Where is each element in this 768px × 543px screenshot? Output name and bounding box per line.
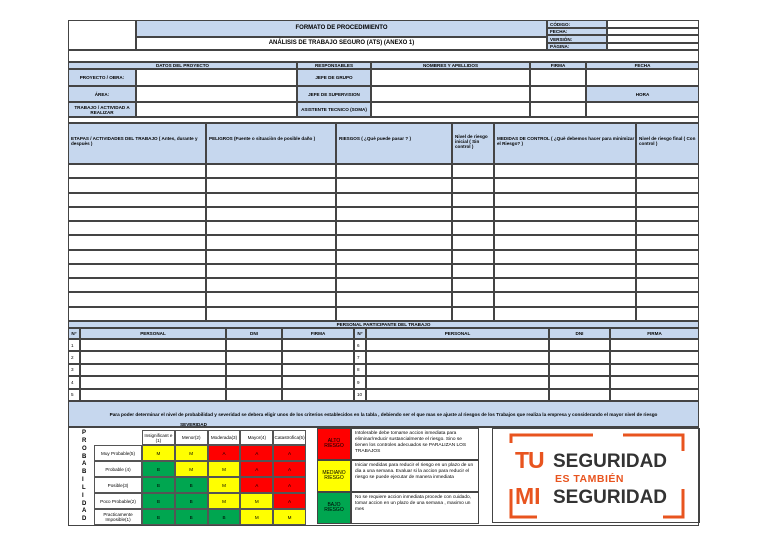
prob-letter: O (82, 445, 87, 452)
jefe-supervision-label: JEFE DE SUPERVISION (297, 86, 371, 102)
probability-label: Practicamente Imposible(1) (94, 509, 142, 525)
analysis-cell[interactable] (636, 264, 699, 278)
peligros-header: PELIGROS (Fuente o situaciòn de posible daño ) (206, 123, 336, 164)
row-number: 7 (354, 351, 366, 363)
proyecto-label: PROYECTO / OBRA: (68, 69, 136, 86)
analysis-cell[interactable] (452, 221, 494, 235)
row-number: 1 (68, 339, 80, 351)
analysis-cell[interactable] (336, 193, 452, 207)
area-input[interactable] (136, 86, 297, 102)
personal-cell[interactable] (366, 364, 549, 376)
codigo-value[interactable] (607, 20, 699, 28)
analysis-cell[interactable] (206, 207, 336, 221)
personal-cell[interactable] (282, 339, 354, 351)
logo-mi: MI (515, 483, 541, 509)
prob-letter: D (82, 516, 87, 523)
risk-matrix (80, 420, 310, 526)
risk-cell: B (142, 477, 175, 493)
analysis-cell[interactable] (336, 292, 452, 306)
analysis-cell[interactable] (68, 221, 206, 235)
analysis-cell[interactable] (452, 307, 494, 321)
fecha-input[interactable] (586, 69, 699, 86)
analysis-cell[interactable] (636, 278, 699, 292)
analysis-cell[interactable] (68, 278, 206, 292)
codigo-label: CÓDIGO: (547, 20, 607, 28)
prob-letter: I (82, 477, 84, 483)
analysis-cell[interactable] (494, 207, 636, 221)
personal-cell[interactable] (366, 376, 549, 388)
medidas-header: MEDIDAS DE CONTROL ( ¿Què debemos hacer para minimizar el Riesgo? ) (494, 123, 636, 164)
personal-cell[interactable] (80, 389, 226, 401)
asistente-firma[interactable] (530, 102, 586, 117)
analysis-cell[interactable] (336, 221, 452, 235)
analysis-cell[interactable] (68, 178, 206, 192)
analysis-cell[interactable] (452, 250, 494, 264)
analysis-cell[interactable] (206, 235, 336, 249)
personal-cell[interactable] (610, 389, 699, 401)
personal-title: PERSONAL PARTICIPANTE DEL TRABAJO (68, 321, 699, 328)
risk-cell: B (175, 509, 208, 525)
firma-header-left: FIRMA (282, 328, 354, 339)
risk-cell: B (142, 493, 175, 509)
analysis-cell[interactable] (206, 250, 336, 264)
version-label: VERSIÓN: (547, 35, 607, 43)
proyecto-input[interactable] (136, 69, 297, 86)
analysis-cell[interactable] (494, 250, 636, 264)
legend-level: ALTO RIESGO (317, 428, 351, 460)
matrix-corner (94, 430, 142, 445)
risk-legend (317, 428, 479, 524)
form-subtitle: ANÁLISIS DE TRABAJO SEGURO (ATS) (ANEXO 1) (136, 37, 547, 50)
form-title: FORMATO DE PROCEDIMIENTO (136, 20, 547, 37)
risk-cell: B (208, 509, 241, 525)
analysis-cell[interactable] (452, 207, 494, 221)
row-number: 3 (68, 364, 80, 376)
jefe-grupo-label: JEFE DE GRUPO (297, 69, 371, 86)
severity-header: Insignificant e (1) (142, 430, 175, 445)
n-header-left: N° (68, 328, 80, 339)
analysis-cell[interactable] (452, 164, 494, 178)
analysis-cell[interactable] (206, 278, 336, 292)
personal-header-right: PERSONAL (366, 328, 549, 339)
dni-header-right: DNI (549, 328, 610, 339)
risk-cell: A (208, 445, 241, 461)
analysis-cell[interactable] (636, 193, 699, 207)
analysis-cell[interactable] (336, 235, 452, 249)
analysis-cell[interactable] (494, 193, 636, 207)
responsables-header: RESPONSABLES (297, 62, 371, 69)
personal-header-left: PERSONAL (80, 328, 226, 339)
analysis-cell[interactable] (452, 292, 494, 306)
probability-label: Muy Probable(5) (94, 445, 142, 461)
analysis-cell[interactable] (68, 264, 206, 278)
instruction-text: Para poder determinar el nivel de probabilidad y severidad se debera eligir unos de los criterios establecidos en la tabla , debiendo ser el que mas se ajuste al riesgos de los Trabajos que realiza la empresa y considerando el mayor nivel de riesgo (68, 401, 699, 427)
personal-cell[interactable] (549, 389, 610, 401)
analysis-cell[interactable] (68, 207, 206, 221)
analysis-cell[interactable] (68, 250, 206, 264)
row-number: 9 (354, 376, 366, 388)
row-number: 8 (354, 364, 366, 376)
analysis-cell[interactable] (636, 221, 699, 235)
analysis-cell[interactable] (494, 292, 636, 306)
risk-cell: M (208, 477, 241, 493)
analysis-cell[interactable] (336, 164, 452, 178)
hora-label: HORA (586, 86, 699, 102)
personal-cell[interactable] (549, 339, 610, 351)
risk-cell: A (273, 493, 306, 509)
personal-cell[interactable] (610, 339, 699, 351)
risk-cell: B (142, 461, 175, 477)
analysis-cell[interactable] (494, 178, 636, 192)
firma-header-right: FIRMA (610, 328, 699, 339)
prob-letter: L (82, 484, 86, 491)
risk-cell: M (240, 509, 273, 525)
fecha-label: FECHA: (547, 28, 607, 35)
logo-tu: TU (515, 447, 544, 473)
legend-level: BAJO RIESGO (317, 492, 351, 524)
firma-header: FIRMA (530, 62, 586, 69)
analysis-cell[interactable] (68, 164, 206, 178)
analysis-cell[interactable] (336, 278, 452, 292)
legend-description: No se requiere accion inmediata procede con cuidado, tomar accion en un plazo de una semana , maximo un mes (351, 492, 479, 524)
probability-label: Posible(3) (94, 477, 142, 493)
risk-cell: A (273, 477, 306, 493)
personal-cell[interactable] (226, 351, 282, 363)
probability-label: Poco Probable(2) (94, 493, 142, 509)
prob-letter: A (82, 461, 87, 468)
personal-cell[interactable] (549, 376, 610, 388)
analysis-cell[interactable] (68, 235, 206, 249)
personal-cell[interactable] (226, 376, 282, 388)
personal-cell[interactable] (80, 364, 226, 376)
personal-cell[interactable] (549, 351, 610, 363)
severity-header: Menor(2) (175, 430, 208, 445)
riesgos-header: RIESGOS ( ¿Què puede pasar ? ) (336, 123, 452, 164)
personal-cell[interactable] (80, 351, 226, 363)
analysis-cell[interactable] (452, 178, 494, 192)
analysis-cell[interactable] (336, 250, 452, 264)
analysis-cell[interactable] (494, 264, 636, 278)
personal-cell[interactable] (226, 339, 282, 351)
risk-cell: B (175, 493, 208, 509)
pagina-value[interactable] (607, 43, 699, 50)
jefe-supervision-nombre[interactable] (371, 86, 530, 102)
personal-cell[interactable] (549, 364, 610, 376)
personal-cell[interactable] (366, 351, 549, 363)
analysis-cell[interactable] (636, 207, 699, 221)
jefe-supervision-firma[interactable] (530, 86, 586, 102)
analysis-cell[interactable] (206, 178, 336, 192)
spacer-row (68, 50, 699, 62)
risk-cell: M (208, 493, 241, 509)
legend-description: Iniciar medidas para reducir el riesgo en un plazo de un dia a una semana. Evaluar si la accion para reducir el riesgo se puede ejecutar de manera inmediata (351, 460, 479, 492)
row-number: 6 (354, 339, 366, 351)
analysis-cell[interactable] (452, 264, 494, 278)
analysis-cell[interactable] (452, 235, 494, 249)
analysis-grid (68, 164, 699, 321)
analysis-cell[interactable] (336, 207, 452, 221)
logo-seguridad-2: SEGURIDAD (553, 487, 668, 508)
dni-header-left: DNI (226, 328, 282, 339)
analysis-cell[interactable] (68, 193, 206, 207)
analysis-cell[interactable] (636, 307, 699, 321)
analysis-cell[interactable] (636, 178, 699, 192)
personal-cell[interactable] (282, 389, 354, 401)
prob-letter: D (82, 500, 87, 507)
risk-cell: M (240, 493, 273, 509)
risk-cell: M (175, 445, 208, 461)
etapas-header: ETAPAS / ACTIVIDADES DEL TRABAJO ( Antes, durante y despuès ) (68, 123, 206, 164)
severity-header: Moderada(3) (208, 430, 241, 445)
pagina-label: PÁGINA: (547, 43, 607, 50)
risk-cell: A (240, 477, 273, 493)
n-header-right: N° (354, 328, 366, 339)
analysis-cell[interactable] (68, 307, 206, 321)
analysis-cell[interactable] (494, 278, 636, 292)
analysis-cell[interactable] (494, 235, 636, 249)
personal-rows (68, 339, 699, 401)
analysis-cell[interactable] (206, 221, 336, 235)
asistente-nombre[interactable] (371, 102, 530, 117)
asistente-label: ASISTENTE TECNICO (SOMA) (297, 102, 371, 117)
personal-cell[interactable] (366, 389, 549, 401)
analysis-cell[interactable] (68, 292, 206, 306)
prob-letter: P (82, 430, 87, 436)
analysis-cell[interactable] (494, 221, 636, 235)
risk-cell: M (142, 445, 175, 461)
hora-input[interactable] (586, 102, 699, 117)
risk-cell: A (240, 461, 273, 477)
row-number: 2 (68, 351, 80, 363)
analysis-cell[interactable] (636, 250, 699, 264)
personal-cell[interactable] (226, 389, 282, 401)
trabajo-input[interactable] (136, 102, 297, 117)
severity-header: Catastrofica(5) (273, 430, 306, 445)
prob-letter: B (82, 469, 87, 476)
datos-proyecto-header: DATOS DEL PROYECTO (68, 62, 297, 69)
probability-label: Probable (4) (94, 461, 142, 477)
seguridad-logo (492, 428, 700, 523)
jefe-grupo-nombre[interactable] (371, 69, 530, 86)
nombres-header: NOMBRES Y APELLIDOS (371, 62, 530, 69)
prob-letter: B (82, 453, 87, 460)
personal-cell[interactable] (610, 351, 699, 363)
analysis-cell[interactable] (636, 164, 699, 178)
risk-cell: M (273, 509, 306, 525)
risk-cell: B (175, 477, 208, 493)
analysis-cell[interactable] (452, 278, 494, 292)
personal-cell[interactable] (282, 376, 354, 388)
personal-cell[interactable] (610, 376, 699, 388)
fecha-header: FECHA (586, 62, 699, 69)
probabilidad-label (80, 430, 92, 524)
analysis-cell[interactable] (206, 264, 336, 278)
version-value[interactable] (607, 35, 699, 43)
severity-header: Mayor(4) (240, 430, 273, 445)
analysis-cell[interactable] (636, 235, 699, 249)
logo-es-tambien: ES TAMBIÉN (555, 473, 624, 485)
personal-cell[interactable] (610, 364, 699, 376)
fecha-value[interactable] (607, 28, 699, 35)
risk-cell: A (273, 461, 306, 477)
legend-description: Intolerable debe tomarse accion inmediata para eliminar/reducir sustancialmente el riesgo. Sino se tienen los controles adecuados se PARALIZAN LOS TRABAJOS (351, 428, 479, 460)
row-number: 10 (354, 389, 366, 401)
jefe-grupo-firma[interactable] (530, 69, 586, 86)
prob-letter: R (82, 437, 87, 444)
analysis-cell[interactable] (494, 307, 636, 321)
logo-seguridad-1: SEGURIDAD (553, 451, 668, 472)
risk-cell: A (240, 445, 273, 461)
severidad-label: SEVERIDAD (180, 421, 207, 427)
analysis-cell[interactable] (336, 178, 452, 192)
analysis-cell[interactable] (206, 193, 336, 207)
analysis-cell[interactable] (336, 264, 452, 278)
personal-cell[interactable] (80, 376, 226, 388)
risk-cell: M (208, 461, 241, 477)
analysis-cell[interactable] (636, 292, 699, 306)
risk-cell: M (175, 461, 208, 477)
personal-cell[interactable] (226, 364, 282, 376)
row-number: 5 (68, 389, 80, 401)
nivel-inicial-header: Nivel de riesgo inicial ( Sin control ) (452, 123, 494, 164)
nivel-final-header: Nivel de riesgo final ( Con control ) (636, 123, 699, 164)
row-number: 4 (68, 376, 80, 388)
analysis-cell[interactable] (206, 307, 336, 321)
analysis-cell[interactable] (452, 193, 494, 207)
risk-cell: B (142, 509, 175, 525)
analysis-cell[interactable] (494, 164, 636, 178)
prob-letter: A (82, 508, 87, 515)
analysis-cell[interactable] (336, 307, 452, 321)
risk-cell: A (273, 445, 306, 461)
legend-level: MEDIANO RIESGO (317, 460, 351, 492)
analysis-cell[interactable] (206, 292, 336, 306)
personal-cell[interactable] (282, 351, 354, 363)
trabajo-label: TRABAJO / ACTIVIDAD A REALIZAR (68, 102, 136, 117)
personal-cell[interactable] (366, 339, 549, 351)
logo-placeholder (68, 20, 136, 50)
analysis-cell[interactable] (206, 164, 336, 178)
prob-letter: I (82, 492, 84, 499)
personal-cell[interactable] (80, 339, 226, 351)
personal-cell[interactable] (282, 364, 354, 376)
area-label: ÁREA: (68, 86, 136, 102)
matrix-grid (94, 430, 306, 525)
